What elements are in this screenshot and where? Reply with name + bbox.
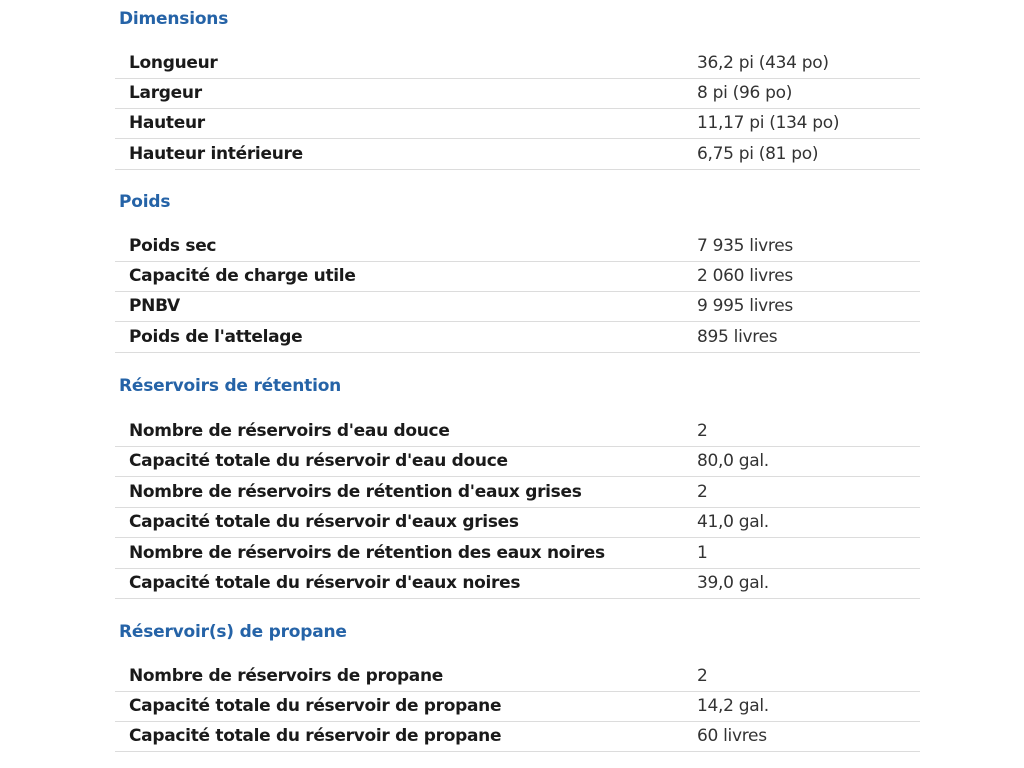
spec-row: [115, 79, 920, 109]
section-title-reservoirs-retention: Réservoirs de rétention: [119, 376, 342, 396]
spec-row: [115, 49, 920, 79]
spec-row: [115, 508, 920, 538]
spec-value: 6,75 pi (81 po): [697, 144, 819, 164]
spec-label: Nombre de réservoirs de rétention d'eaux grises: [129, 482, 582, 502]
spec-label: Capacité totale du réservoir d'eau douce: [129, 451, 508, 471]
spec-row: [115, 292, 920, 322]
spec-label: Capacité totale du réservoir d'eaux grises: [129, 512, 519, 532]
spec-value: 895 livres: [697, 327, 778, 347]
spec-row: [115, 262, 920, 292]
spec-label: Hauteur: [129, 113, 205, 133]
spec-label: Capacité totale du réservoir de propane: [129, 726, 502, 746]
spec-value: 2: [697, 421, 708, 441]
spec-value: 39,0 gal.: [697, 573, 769, 593]
spec-row: [115, 722, 920, 752]
spec-label: Nombre de réservoirs de propane: [129, 666, 444, 686]
spec-row: [115, 447, 920, 477]
spec-label: Capacité totale du réservoir d'eaux noires: [129, 573, 521, 593]
spec-row: [115, 323, 920, 353]
spec-label: PNBV: [129, 296, 180, 316]
spec-label: Nombre de réservoirs d'eau douce: [129, 421, 450, 441]
section-title-reservoirs-propane: Réservoir(s) de propane: [119, 622, 347, 642]
spec-row: [115, 692, 920, 722]
spec-label: Nombre de réservoirs de rétention des eaux noires: [129, 543, 605, 563]
spec-value: 14,2 gal.: [697, 696, 769, 716]
spec-row: [115, 539, 920, 569]
spec-value: 8 pi (96 po): [697, 83, 793, 103]
spec-label: Capacité totale du réservoir de propane: [129, 696, 502, 716]
spec-label: Largeur: [129, 83, 202, 103]
spec-value: 2: [697, 666, 708, 686]
spec-row: [115, 662, 920, 692]
spec-label: Poids de l'attelage: [129, 327, 303, 347]
spec-label: Poids sec: [129, 236, 217, 256]
spec-value: 36,2 pi (434 po): [697, 53, 829, 73]
spec-row: [115, 478, 920, 508]
spec-value: 11,17 pi (134 po): [697, 113, 840, 133]
spec-value: 2 060 livres: [697, 266, 793, 286]
spec-row: [115, 232, 920, 262]
spec-row: [115, 417, 920, 447]
section-title-poids: Poids: [119, 192, 171, 212]
spec-value: 2: [697, 482, 708, 502]
spec-row: [115, 569, 920, 599]
spec-value: 80,0 gal.: [697, 451, 769, 471]
spec-value: 7 935 livres: [697, 236, 793, 256]
spec-label: Hauteur intérieure: [129, 144, 303, 164]
spec-value: 41,0 gal.: [697, 512, 769, 532]
spec-value: 60 livres: [697, 726, 767, 746]
spec-row: [115, 140, 920, 170]
spec-value: 1: [697, 543, 708, 563]
spec-label: Longueur: [129, 53, 218, 73]
spec-value: 9 995 livres: [697, 296, 793, 316]
spec-label: Capacité de charge utile: [129, 266, 356, 286]
spec-row: [115, 109, 920, 139]
section-title-dimensions: Dimensions: [119, 9, 229, 29]
